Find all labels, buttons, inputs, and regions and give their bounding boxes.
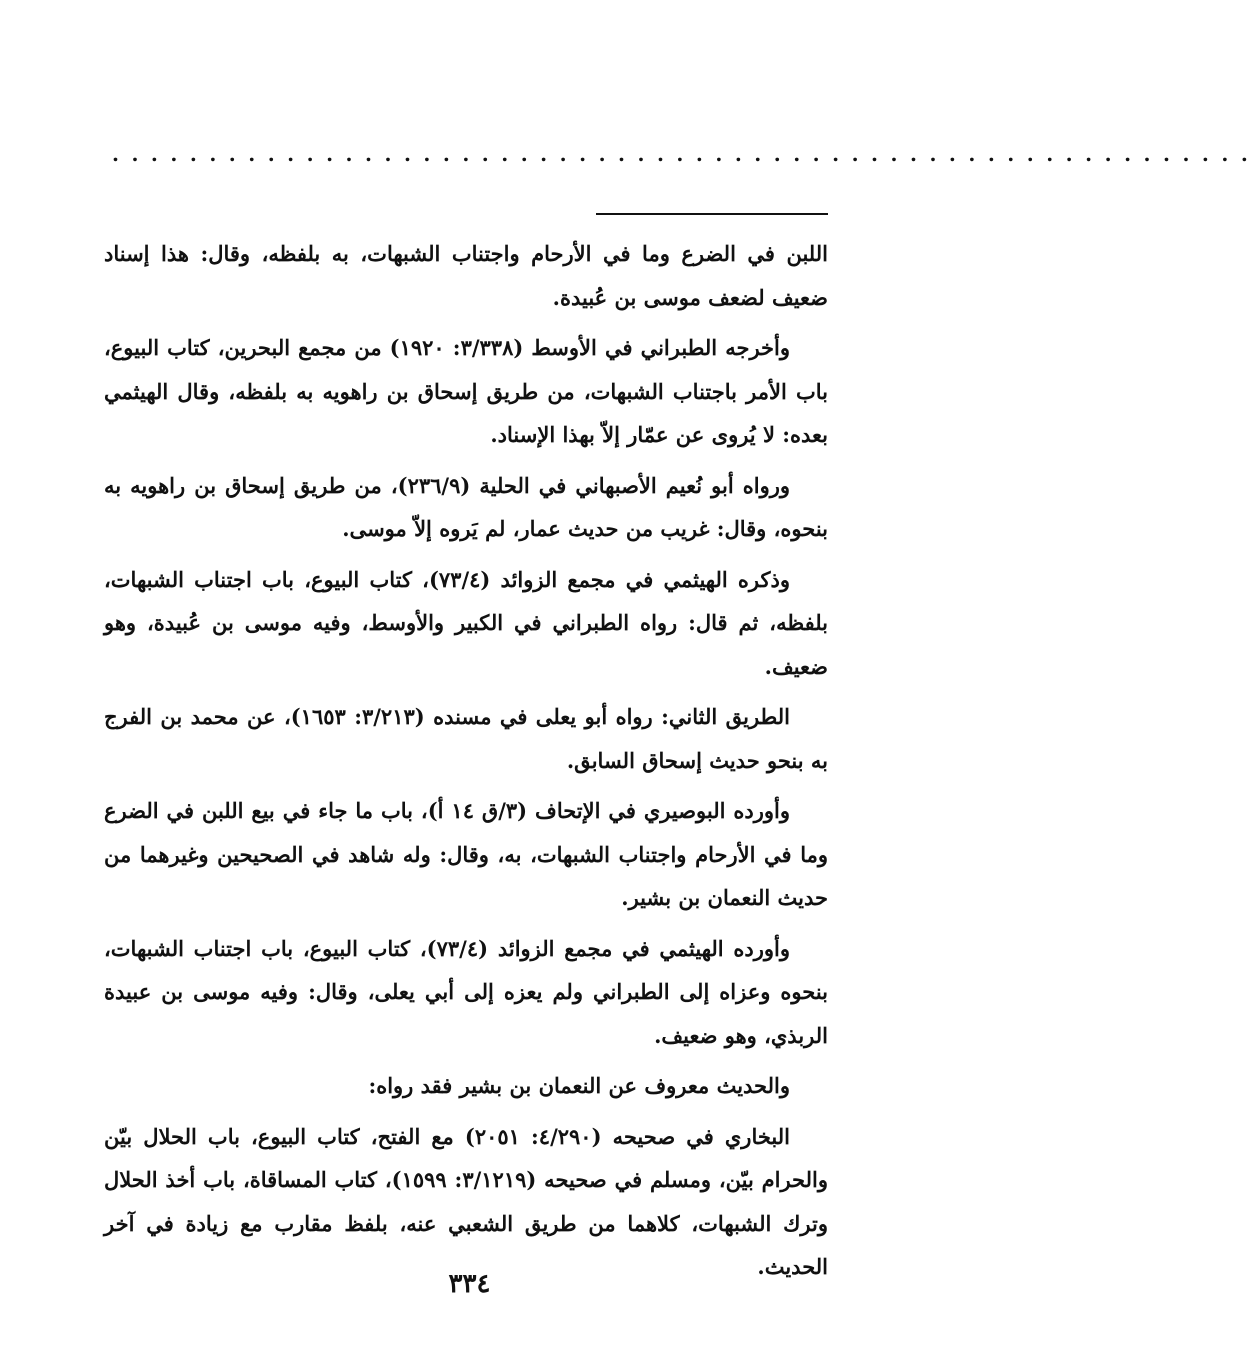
footnote-rule <box>596 213 828 215</box>
footnote-paragraph: البخاري في صحيحه (٤/٢٩٠: ٢٠٥١) مع الفتح، كتاب البيوع، باب الحلال بيّن والحرام بيّن، ومسلم في صحيحه (٣/١٢١٩: ١٥٩٩)، كتاب المساقاة، باب أخذ الحلال وترك الشبهات، كلاهما من طريق الشعبي عنه، بلفظ مقارب مع زيادة في آخر الحديث. <box>104 1123 828 1279</box>
footnote-paragraph: والحديث معروف عن النعمان بن بشير فقد رواه: <box>368 1073 790 1098</box>
footnote-paragraph: وأخرجه الطبراني في الأوسط (٣/٣٣٨: ١٩٢٠) من مجمع البحرين، كتاب البيوع، باب الأمر باجتناب الشبهات، من طريق إسحاق بن راهويه به بلفظه، وقال الهيثمي بعده: لا يُروى عن عمّار إلاّ بهذا الإسناد. <box>104 335 828 447</box>
footnote-text <box>104 232 828 1296</box>
footnote-paragraph: ورواه أبو نُعيم الأصبهاني في الحلية (٢٣٦/٩)، من طريق إسحاق بن راهويه به بنحوه، وقال: غريب من حديث عمار، لم يَروه إلاّ موسى. <box>104 472 828 541</box>
page-number: ٣٣٤ <box>448 1269 491 1299</box>
footnote-paragraph: وأورده الهيثمي في مجمع الزوائد (٧٣/٤)، كتاب البيوع، باب اجتناب الشبهات، بنحوه وعزاه إلى الطبراني ولم يعزه إلى أبي يعلى، وقال: وفيه موسى بن عبيدة الربذي، وهو ضعيف. <box>104 935 828 1048</box>
footnote-paragraph: الطريق الثاني: رواه أبو يعلى في مسنده (٣/٢١٣: ١٦٥٣)، عن محمد بن الفرج به بنحو حديث إسحاق السابق. <box>104 704 828 773</box>
footnote-paragraph: وأورده البوصيري في الإتحاف (٣/ق ١٤ أ)، باب ما جاء في بيع اللبن في الضرع وما في الأرحام واجتناب الشبهات، به، وقال: وله شاهد في الصحيحين وغيرهما من حديث النعمان بن بشير. <box>104 798 828 910</box>
footnote-paragraph: وذكره الهيثمي في مجمع الزوائد (٧٣/٤)، كتاب البيوع، باب اجتناب الشبهات، بلفظه، ثم قال: رواه الطبراني في الكبير والأوسط، وفيه موسى بن عُبيدة، وهو ضعيف. <box>104 566 828 679</box>
footnote-paragraph: اللبن في الضرع وما في الأرحام واجتناب الشبهات، به بلفظه، وقال: هذا إسناد ضعيف لضعف موسى بن عُبيدة. <box>104 241 828 310</box>
dotted-separator: ........................................................... <box>112 142 1260 166</box>
